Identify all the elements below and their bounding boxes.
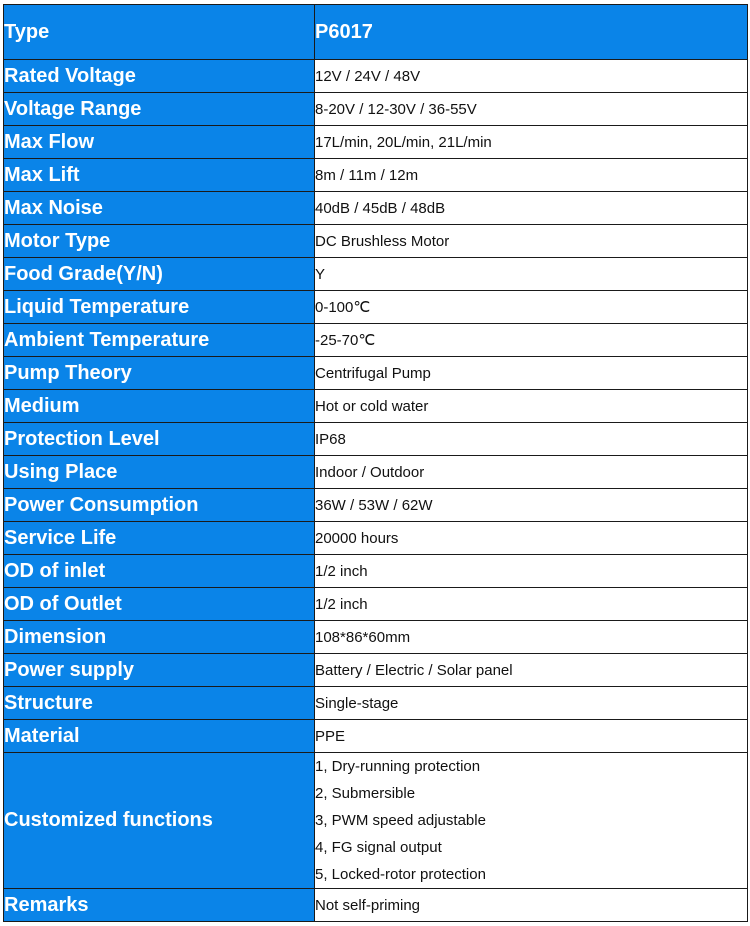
- row-label: Voltage Range: [4, 93, 315, 126]
- row-value: -25-70℃: [315, 324, 748, 357]
- remarks-value: Not self-priming: [315, 889, 748, 922]
- row-value: Hot or cold water: [315, 390, 748, 423]
- row-label: Ambient Temperature: [4, 324, 315, 357]
- row-label: Service Life: [4, 522, 315, 555]
- table-row: [4, 720, 748, 753]
- row-label: OD of inlet: [4, 555, 315, 588]
- row-value: 0-100℃: [315, 291, 748, 324]
- header-row: [4, 5, 748, 60]
- row-label: Using Place: [4, 456, 315, 489]
- spec-table-body: [4, 5, 748, 922]
- row-label: Structure: [4, 687, 315, 720]
- remarks-row: [4, 889, 748, 922]
- row-value: 8m / 11m / 12m: [315, 159, 748, 192]
- row-value: Single-stage: [315, 687, 748, 720]
- spec-table: [3, 4, 748, 922]
- table-row: [4, 654, 748, 687]
- row-label: Max Noise: [4, 192, 315, 225]
- row-value: 1/2 inch: [315, 588, 748, 621]
- table-row: [4, 555, 748, 588]
- row-value: Battery / Electric / Solar panel: [315, 654, 748, 687]
- remarks-label: Remarks: [4, 889, 315, 922]
- table-row: [4, 225, 748, 258]
- row-value: 36W / 53W / 62W: [315, 489, 748, 522]
- customized-function-item: 1, Dry-running protection: [315, 758, 481, 775]
- row-value: 17L/min, 20L/min, 21L/min: [315, 126, 748, 159]
- customized-functions-row: [4, 753, 748, 889]
- customized-function-item: 3, PWM speed adjustable: [315, 812, 486, 829]
- row-value: DC Brushless Motor: [315, 225, 748, 258]
- customized-functions-list: [315, 753, 748, 889]
- row-value: PPE: [315, 720, 748, 753]
- row-label: Power supply: [4, 654, 315, 687]
- row-label: Max Flow: [4, 126, 315, 159]
- row-value: 40dB / 45dB / 48dB: [315, 192, 748, 225]
- table-row: [4, 423, 748, 456]
- row-value: Indoor / Outdoor: [315, 456, 748, 489]
- row-value: 108*86*60mm: [315, 621, 748, 654]
- customized-functions-label: Customized functions: [4, 753, 315, 889]
- header-label: Type: [4, 5, 315, 60]
- row-label: Dimension: [4, 621, 315, 654]
- row-value: Y: [315, 258, 748, 291]
- table-row: [4, 93, 748, 126]
- row-label: Medium: [4, 390, 315, 423]
- header-model: P6017: [315, 5, 748, 60]
- table-row: [4, 60, 748, 93]
- table-row: [4, 489, 748, 522]
- table-row: [4, 687, 748, 720]
- table-row: [4, 192, 748, 225]
- row-label: Power Consumption: [4, 489, 315, 522]
- row-label: Protection Level: [4, 423, 315, 456]
- row-value: 1/2 inch: [315, 555, 748, 588]
- table-row: [4, 357, 748, 390]
- row-value: Centrifugal Pump: [315, 357, 748, 390]
- row-value: 8-20V / 12-30V / 36-55V: [315, 93, 748, 126]
- table-row: [4, 291, 748, 324]
- table-row: [4, 159, 748, 192]
- table-row: [4, 324, 748, 357]
- row-label: OD of Outlet: [4, 588, 315, 621]
- row-value: IP68: [315, 423, 748, 456]
- row-value: 20000 hours: [315, 522, 748, 555]
- row-label: Rated Voltage: [4, 60, 315, 93]
- table-row: [4, 621, 748, 654]
- table-row: [4, 456, 748, 489]
- customized-function-item: 2, Submersible: [315, 785, 416, 802]
- row-label: Max Lift: [4, 159, 315, 192]
- table-row: [4, 390, 748, 423]
- customized-function-item: 4, FG signal output: [315, 839, 442, 856]
- row-label: Motor Type: [4, 225, 315, 258]
- table-row: [4, 258, 748, 291]
- row-label: Liquid Temperature: [4, 291, 315, 324]
- customized-function-item: 5, Locked-rotor protection: [315, 866, 486, 883]
- row-label: Pump Theory: [4, 357, 315, 390]
- table-row: [4, 126, 748, 159]
- table-row: [4, 588, 748, 621]
- table-row: [4, 522, 748, 555]
- row-value: 12V / 24V / 48V: [315, 60, 748, 93]
- row-label: Material: [4, 720, 315, 753]
- row-label: Food Grade(Y/N): [4, 258, 315, 291]
